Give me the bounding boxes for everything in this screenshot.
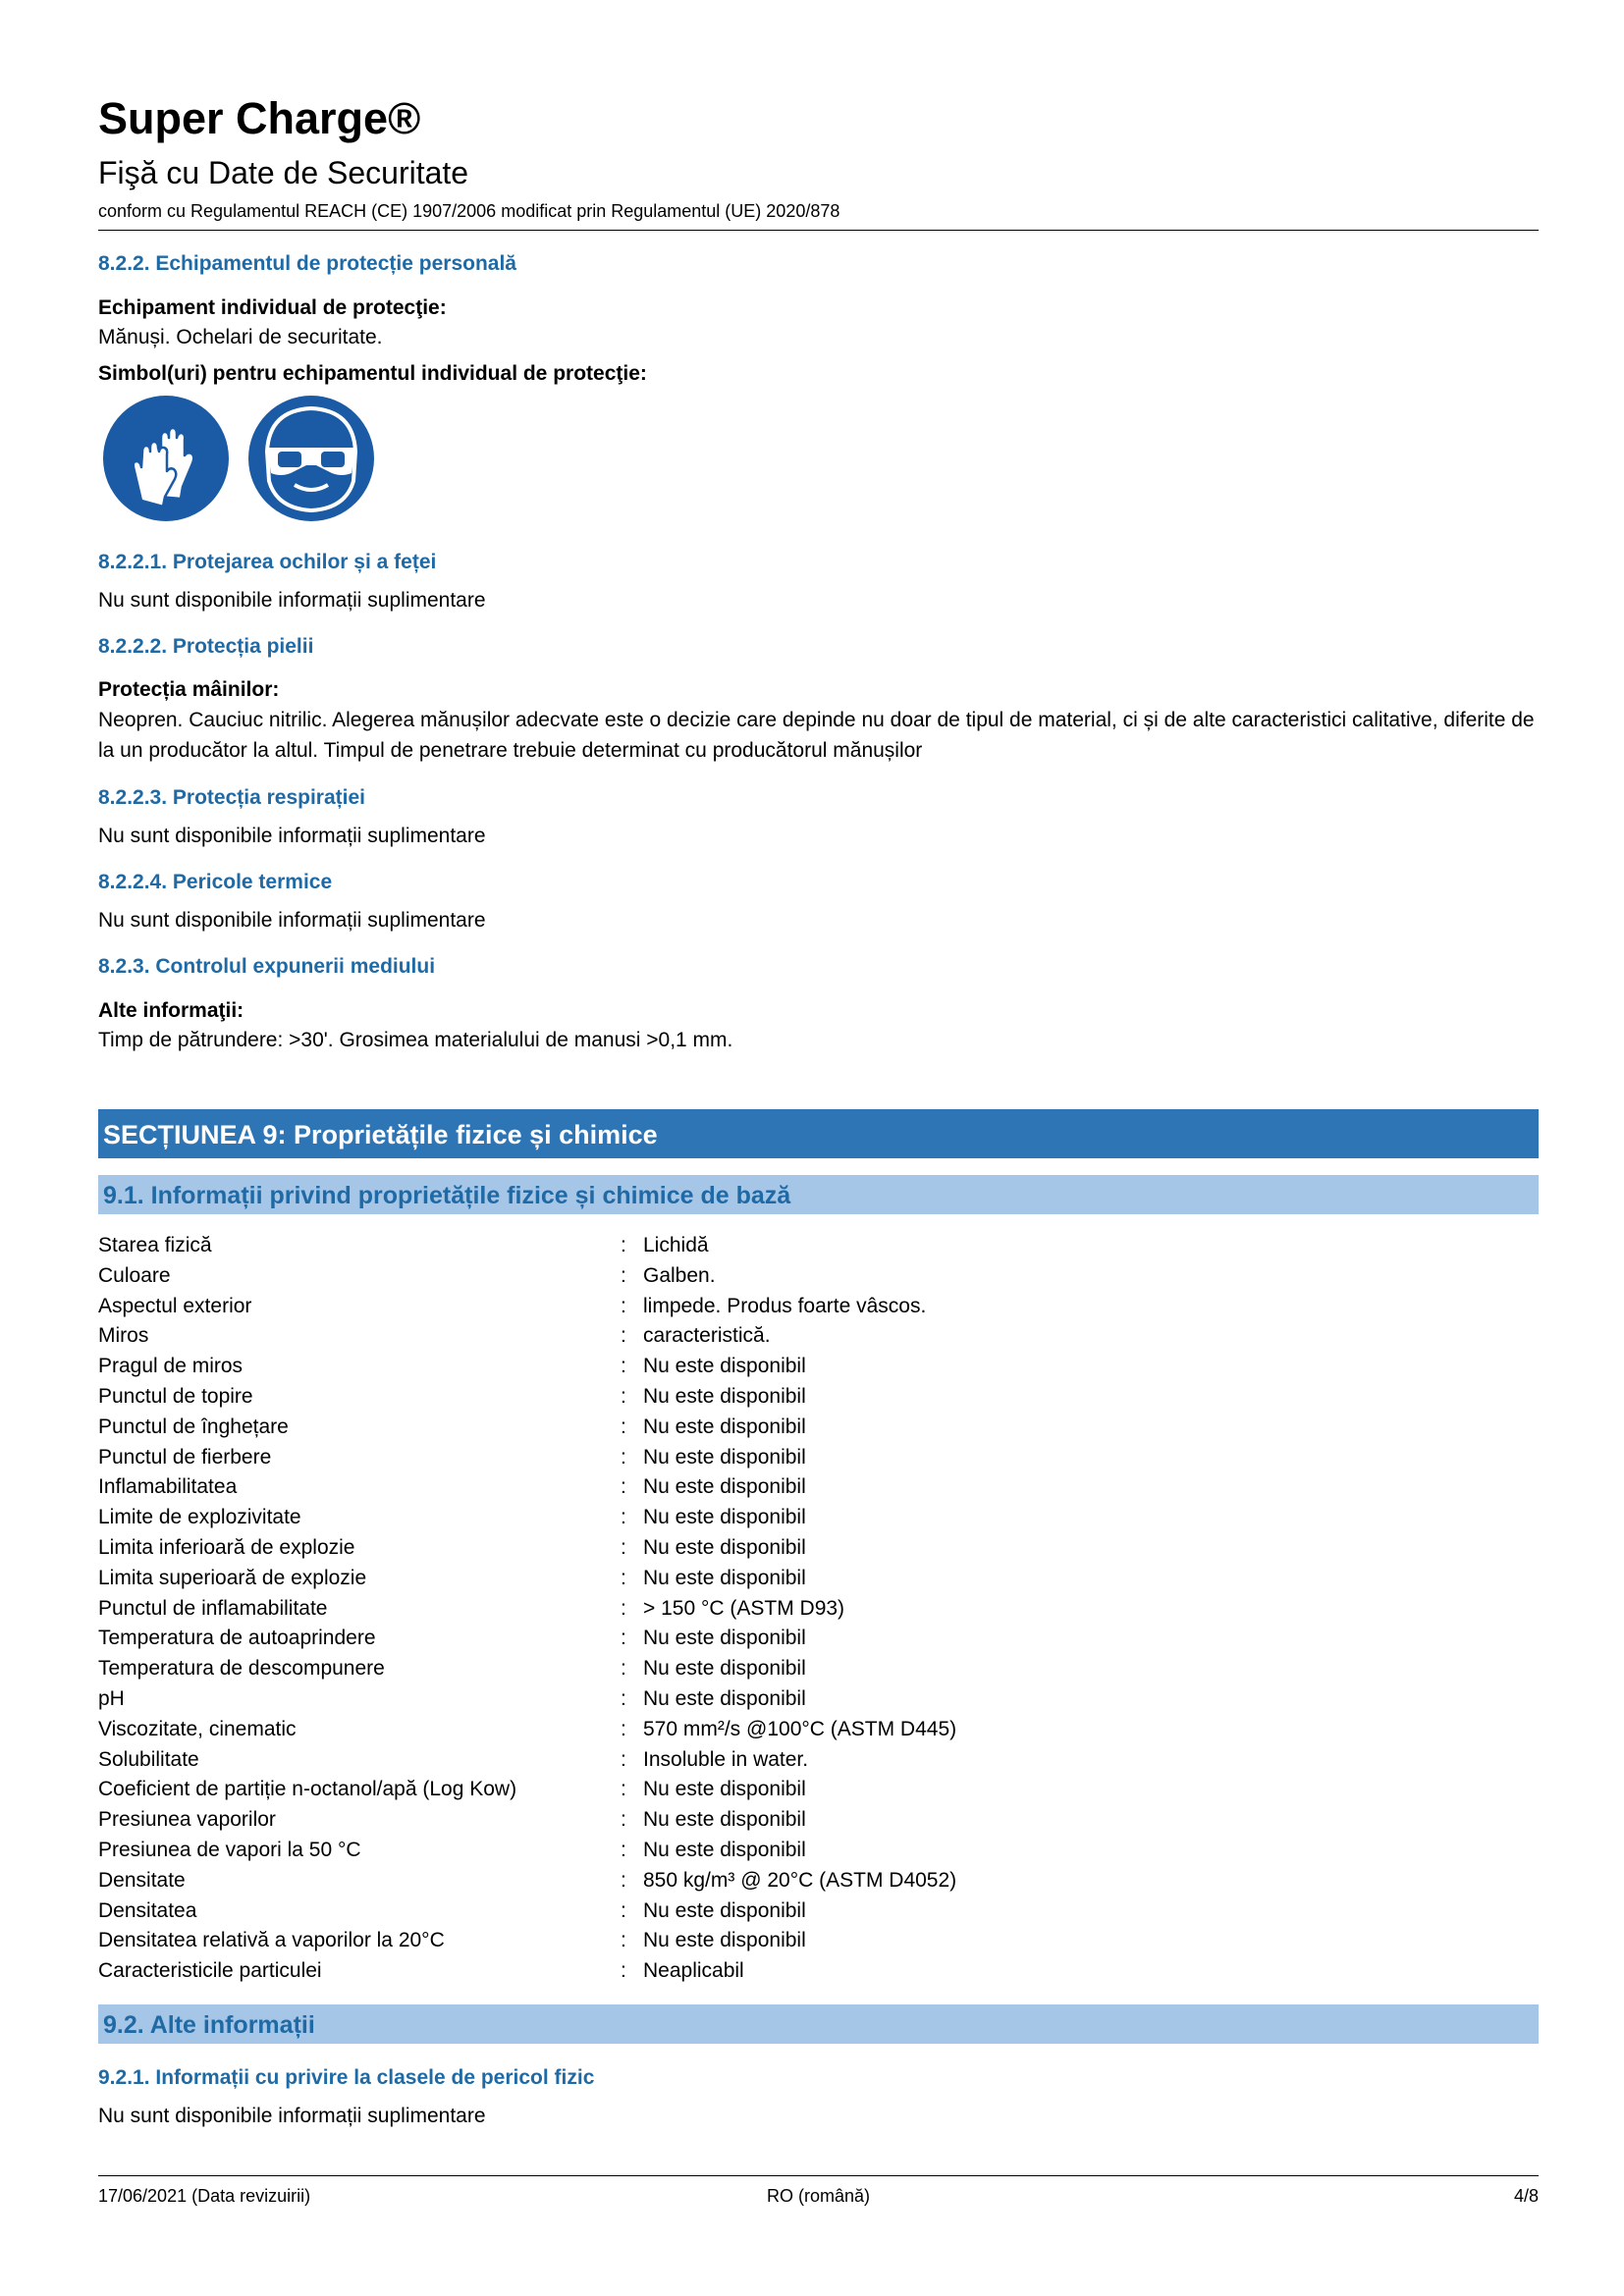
heading-8-2-2-4: 8.2.2.4. Pericole termice	[98, 871, 333, 893]
heading-8-2-3: 8.2.3. Controlul expunerii mediului	[98, 955, 436, 978]
property-row: Inflamabilitatea : Nu este disponibil	[98, 1475, 806, 1499]
property-row: Caracteristicile particulei : Neaplicabil	[98, 1959, 744, 1983]
property-row: Punctul de topire : Nu este disponibil	[98, 1384, 806, 1408]
hand-protection-label: Protecția mâinilor:	[98, 678, 280, 701]
property-row: Punctul de inflamabilitate : > 150 °C (ASTM D93)	[98, 1596, 845, 1620]
page-number: 4/8	[1513, 2186, 1539, 2206]
respiratory-protection-text: Nu sunt disponibile informații suplimentare	[98, 825, 486, 847]
property-row: Viscozitate, cinematic : 570 mm²/s @100°C (ASTM D445)	[98, 1717, 957, 1740]
heading-9-2-1: 9.2.1. Informații cu privire la clasele de pericol fizic	[98, 2066, 595, 2089]
section-9-header	[98, 1109, 1539, 1158]
ppe-label: Echipament individual de protecţie:	[98, 296, 447, 319]
other-info-text: Timp de pătrundere: >30'. Grosimea materialului de manusi >0,1 mm.	[98, 1029, 733, 1051]
section-9-2-header	[98, 2004, 1539, 2044]
heading-8-2-2: 8.2.2. Echipamentul de protecție personală	[98, 252, 516, 275]
section-9-2-title: 9.2. Alte informații	[103, 2011, 315, 2039]
property-row: pH : Nu este disponibil	[98, 1686, 806, 1710]
property-row: Limita inferioară de explozie : Nu este disponibil	[98, 1535, 806, 1559]
property-row: Culoare : Galben.	[98, 1263, 716, 1287]
property-row: Coeficient de partiție n-octanol/apă (Log Kow) : Nu este disponibil	[98, 1778, 806, 1801]
property-row: Limite de explozivitate : Nu este disponibil	[98, 1506, 806, 1529]
property-row: Temperatura de autoaprindere : Nu este disponibil	[98, 1627, 806, 1650]
document-type: Fişă cu Date de Securitate	[98, 155, 469, 190]
ppe-symbols-label: Simbol(uri) pentru echipamentul individual de protecţie:	[98, 362, 647, 385]
property-row: Presiunea de vapori la 50 °C : Nu este disponibil	[98, 1838, 806, 1861]
property-row: Pragul de miros : Nu este disponibil	[98, 1355, 806, 1378]
property-row: Densitatea relativă a vaporilor la 20°C : Nu este disponibil	[98, 1929, 806, 1952]
physical-hazards-text: Nu sunt disponibile informații suplimentare	[98, 2105, 486, 2127]
other-info-label: Alte informaţii:	[98, 999, 244, 1022]
section-9-1-header	[98, 1175, 1539, 1214]
document-language: RO (română)	[766, 2186, 871, 2206]
gloves-icon	[98, 391, 234, 526]
revision-date: 17/06/2021 (Data revizuirii)	[98, 2186, 311, 2206]
property-row: Miros : caracteristică.	[98, 1324, 771, 1348]
property-row: Densitate : 850 kg/m³ @ 20°C (ASTM D4052)	[98, 1868, 957, 1892]
section-9-1-title: 9.1. Informații privind proprietățile fizice și chimice de bază	[103, 1182, 791, 1209]
ppe-symbols	[98, 391, 379, 526]
heading-8-2-2-1: 8.2.2.1. Protejarea ochilor și a feței	[98, 551, 437, 573]
property-row: Limita superioară de explozie : Nu este disponibil	[98, 1566, 806, 1589]
property-row: Punctul de fierbere : Nu este disponibil	[98, 1445, 806, 1468]
property-row: Aspectul exterior : limpede. Produs foarte vâscos.	[98, 1294, 927, 1317]
properties-table	[98, 1231, 1539, 1987]
regulation-line: conform cu Regulamentul REACH (CE) 1907/2006 modificat prin Regulamentul (UE) 2020/878	[98, 201, 840, 221]
goggles-icon	[244, 391, 379, 526]
property-row: Solubilitate : Insoluble in water.	[98, 1747, 809, 1771]
hand-protection-text: Neopren. Cauciuc nitrilic. Alegerea mănușilor adecvate este o decizie care depinde nu doar de tipul de material, ci și de alte caracteristici calitative, diferite de la un producător la altul. Timpul de penetrare trebuie determinat cu producătorul mănușilor	[98, 709, 1535, 762]
thermal-hazards-text: Nu sunt disponibile informații suplimentare	[98, 909, 486, 932]
property-row: Punctul de înghețare : Nu este disponibil	[98, 1415, 806, 1438]
footer-divider	[98, 2175, 1539, 2176]
heading-8-2-2-2: 8.2.2.2. Protecția pielii	[98, 635, 314, 658]
ppe-text: Mănuși. Ochelari de securitate.	[98, 326, 383, 348]
product-title: Super Charge®	[98, 93, 421, 143]
property-row: Densitatea : Nu este disponibil	[98, 1898, 806, 1922]
property-row: Temperatura de descompunere : Nu este disponibil	[98, 1657, 806, 1681]
property-row: Presiunea vaporilor : Nu este disponibil	[98, 1808, 806, 1832]
section-9-title: SECȚIUNEA 9: Proprietățile fizice și chimice	[103, 1120, 658, 1149]
eye-protection-text: Nu sunt disponibile informații suplimentare	[98, 589, 486, 612]
property-row: Starea fizică : Lichidă	[98, 1234, 709, 1256]
header-divider	[98, 230, 1539, 231]
heading-8-2-2-3: 8.2.2.3. Protecția respirației	[98, 786, 365, 809]
